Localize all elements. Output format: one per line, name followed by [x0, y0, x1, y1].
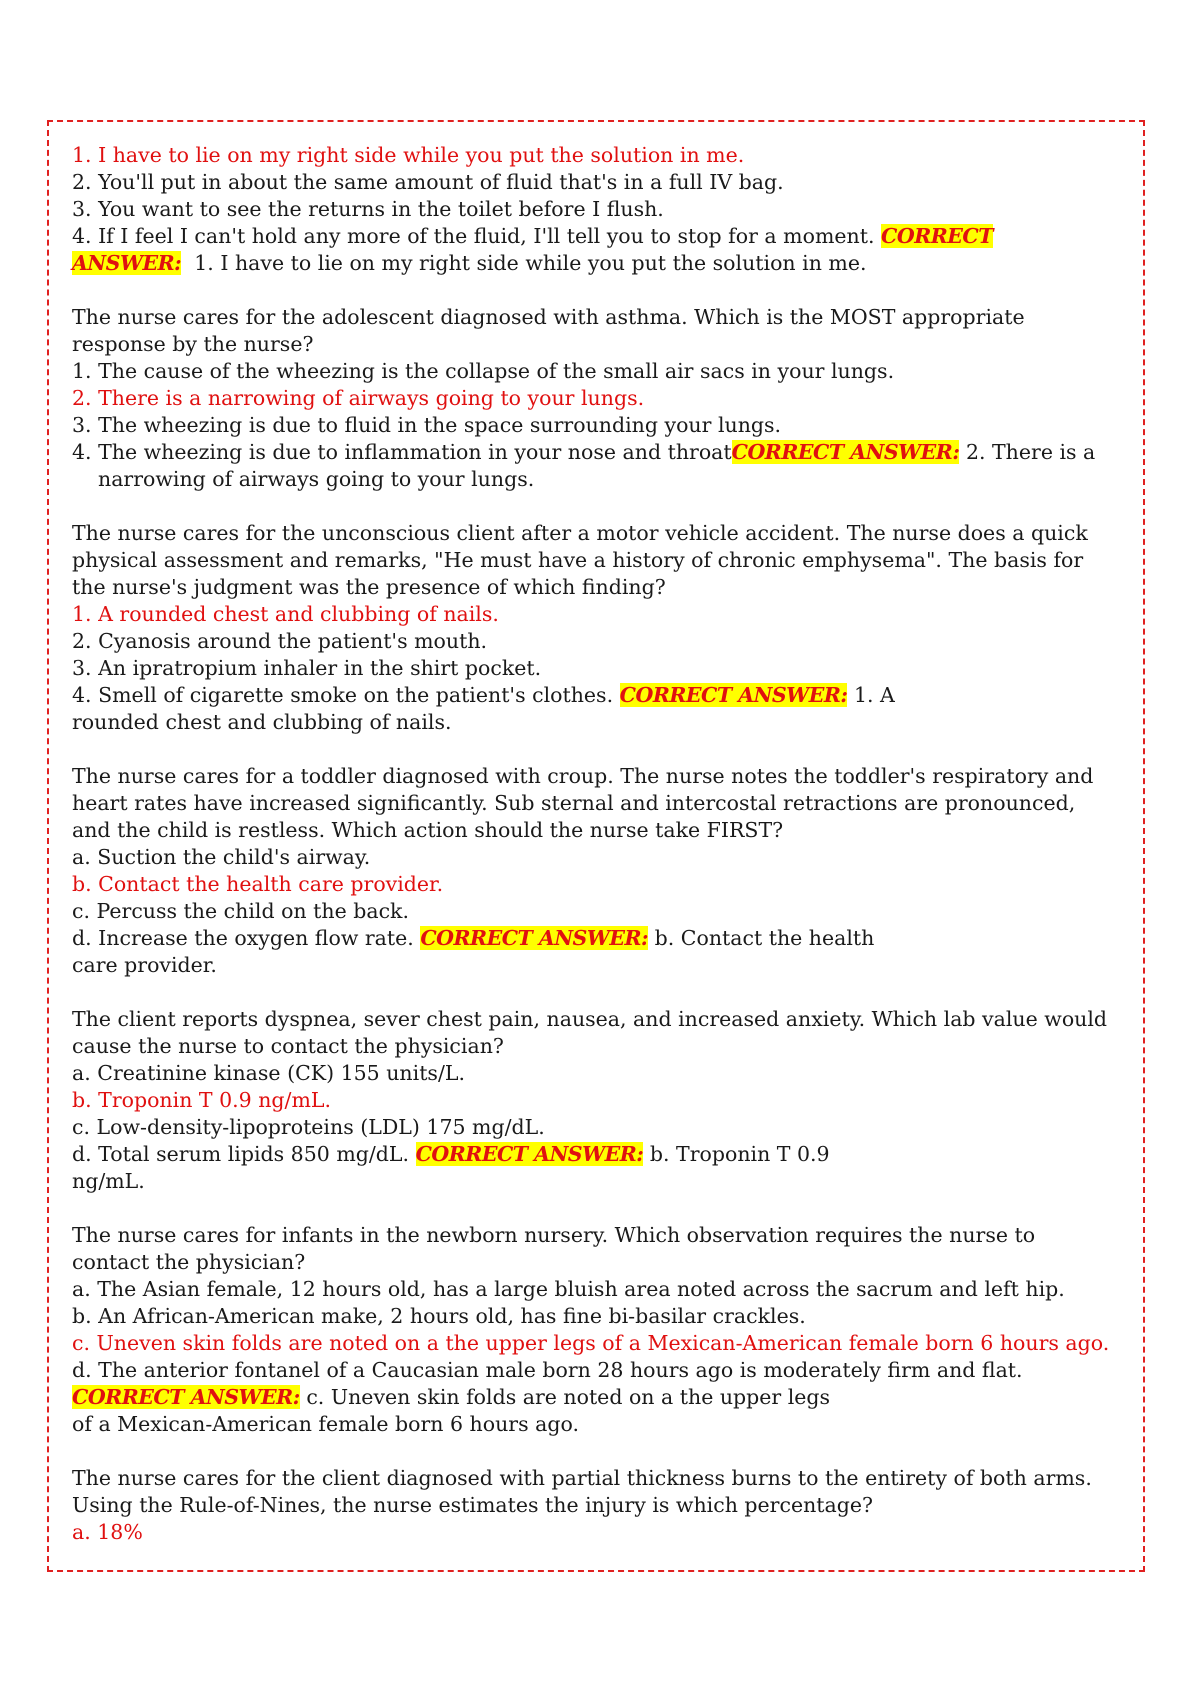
question-stem: The nurse cares for the unconscious client after a motor vehicle accident. The nurse does a quick: [72, 521, 1088, 545]
answer-line: [72, 1384, 1130, 1411]
question-stem: cause the nurse to contact the physician?: [72, 1034, 504, 1058]
question-1: [72, 142, 1130, 277]
correct-answer-text-cont: narrowing of airways going to your lungs.: [98, 467, 535, 491]
answer-line: [72, 250, 1130, 277]
option-d: [72, 925, 1130, 952]
question-3: [72, 520, 1130, 736]
option-b-correct: b. Troponin T 0.9 ng/mL.: [72, 1088, 332, 1112]
option-d-text: d. Total serum lipids 850 mg/dL.: [72, 1142, 410, 1166]
option-d: [72, 1141, 1130, 1168]
question-stem: The nurse cares for the client diagnosed with partial thickness burns to the entirety of both arms.: [72, 1466, 1092, 1490]
option-1: 1. The cause of the wheezing is the collapse of the small air sacs in your lungs.: [72, 359, 895, 383]
option-4-text: 4. Smell of cigarette smoke on the patient's clothes.: [72, 683, 614, 707]
question-7: [72, 1465, 1130, 1546]
option-3: 3. You want to see the returns in the toilet before I flush.: [72, 197, 664, 221]
correct-answer-label: CORRECT ANSWER:: [731, 440, 960, 464]
option-3: 3. An ipratropium inhaler in the shirt pocket.: [72, 656, 542, 680]
option-b: b. An African-American make, 2 hours old, has fine bi-basilar crackles.: [72, 1304, 806, 1328]
option-3: 3. The wheezing is due to fluid in the space surrounding your lungs.: [72, 413, 782, 437]
correct-answer-label-part1: CORRECT: [881, 224, 993, 248]
correct-answer-text-cont: care provider.: [72, 953, 217, 977]
correct-answer-label: CORRECT ANSWER:: [420, 926, 649, 950]
option-c-correct: c. Uneven skin folds are noted on a the upper legs of a Mexican-American female born 6 hours ago.: [72, 1331, 1110, 1355]
option-2: 2. Cyanosis around the patient's mouth.: [72, 629, 488, 653]
option-2: 2. You'll put in about the same amount of fluid that's in a full IV bag.: [72, 170, 784, 194]
question-5: [72, 1006, 1130, 1195]
option-4: [72, 439, 1130, 466]
correct-answer-text: c. Uneven skin folds are noted on a the upper legs: [306, 1385, 831, 1409]
correct-answer-text-cont: ng/mL.: [72, 1169, 145, 1193]
correct-answer-label: CORRECT ANSWER:: [619, 683, 848, 707]
option-1-correct: 1. I have to lie on my right side while you put the solution in me.: [72, 143, 745, 167]
correct-answer-text: 1. A: [853, 683, 895, 707]
option-a: a. Creatinine kinase (CK) 155 units/L.: [72, 1061, 465, 1085]
option-c: c. Percuss the child on the back.: [72, 899, 409, 923]
correct-answer-text: 1. I have to lie on my right side while you put the solution in me.: [194, 251, 867, 275]
option-2-correct: 2. There is a narrowing of airways going to your lungs.: [72, 386, 645, 410]
question-4: [72, 763, 1130, 979]
option-d: d. The anterior fontanel of a Caucasian male born 28 hours ago is moderately firm and flat.: [72, 1358, 1023, 1382]
correct-answer-text: b. Contact the health: [654, 926, 875, 950]
correct-answer-label: CORRECT ANSWER:: [415, 1142, 644, 1166]
option-4-text: 4. If I feel I can't hold any more of the fluid, I'll tell you to stop for a moment.: [72, 224, 875, 248]
option-4: [72, 223, 1130, 250]
question-stem: heart rates have increased significantly. Sub sternal and intercostal retractions are pronounced,: [72, 791, 1076, 815]
option-4-text: 4. The wheezing is due to inflammation in your nose and throat: [72, 440, 732, 464]
correct-answer-text: b. Troponin T 0.9: [649, 1142, 830, 1166]
correct-answer-label-part2: ANSWER:: [72, 251, 182, 275]
option-4: [72, 682, 1130, 709]
option-a: a. The Asian female, 12 hours old, has a large bluish area noted across the sacrum and left hip.: [72, 1277, 1065, 1301]
question-stem: contact the physician?: [72, 1250, 306, 1274]
question-stem: The nurse cares for infants in the newborn nursery. Which observation requires the nurse to: [72, 1223, 1036, 1247]
correct-answer-text: 2. There is a: [965, 440, 1096, 464]
correct-answer-label: CORRECT ANSWER:: [72, 1385, 300, 1409]
question-stem: The client reports dyspnea, sever chest pain, nausea, and increased anxiety. Which lab value would: [72, 1007, 1108, 1031]
question-stem: physical assessment and remarks, "He must have a history of chronic emphysema". The basis for: [72, 548, 1084, 572]
question-stem: The nurse cares for the adolescent diagnosed with asthma. Which is the MOST appropriate: [72, 305, 1025, 329]
option-b-correct: b. Contact the health care provider.: [72, 872, 444, 896]
option-a-correct: a. 18%: [72, 1520, 143, 1544]
question-stem: and the child is restless. Which action should the nurse take FIRST?: [72, 818, 784, 842]
option-1-correct: 1. A rounded chest and clubbing of nails.: [72, 602, 499, 626]
correct-answer-text-cont: rounded chest and clubbing of nails.: [72, 710, 452, 734]
question-2: [72, 304, 1130, 493]
question-stem: The nurse cares for a toddler diagnosed with croup. The nurse notes the toddler's respiratory and: [72, 764, 1094, 788]
option-c: c. Low-density-lipoproteins (LDL) 175 mg/dL.: [72, 1115, 545, 1139]
correct-answer-text-cont: of a Mexican-American female born 6 hours ago.: [72, 1412, 579, 1436]
question-content: [72, 142, 1130, 1573]
question-6: [72, 1222, 1130, 1438]
question-stem: Using the Rule-of-Nines, the nurse estimates the injury is which percentage?: [72, 1493, 874, 1517]
option-a: a. Suction the child's airway.: [72, 845, 371, 869]
question-stem: the nurse's judgment was the presence of which finding?: [72, 575, 666, 599]
option-d-text: d. Increase the oxygen flow rate.: [72, 926, 414, 950]
question-stem: response by the nurse?: [72, 332, 314, 356]
